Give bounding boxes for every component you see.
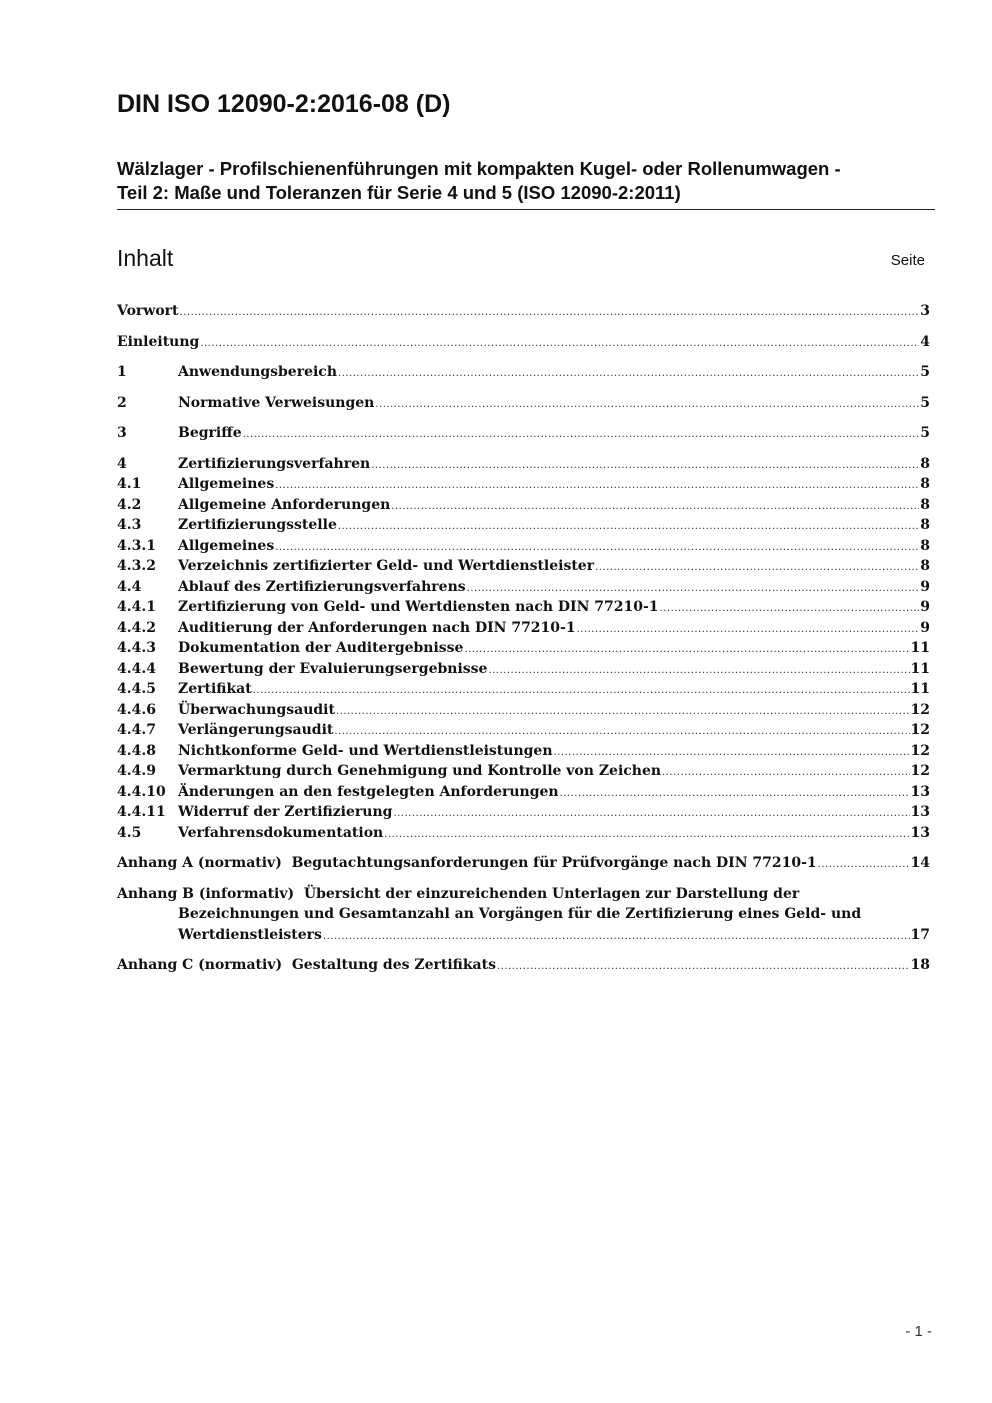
subtitle-line-2: Teil 2: Maße und Toleranzen für Serie 4 und 5 (ISO 12090-2:2011): [117, 182, 681, 203]
toc-heading: Inhalt: [117, 245, 174, 271]
dot-leader: [497, 957, 910, 978]
toc-entry-label: Ablauf des Zertifizierungsverfahrens: [178, 578, 466, 595]
dot-leader: [334, 722, 909, 743]
dot-leader: [560, 784, 910, 805]
dot-leader: [323, 927, 910, 948]
toc-entry-4-4[interactable]: [117, 577, 930, 598]
toc-entry-anhang-a[interactable]: [117, 853, 930, 874]
toc-entry-page: 13: [910, 824, 930, 841]
toc-entry-number: 3: [117, 425, 127, 441]
toc-entry-number: 4.4.8: [117, 742, 156, 759]
toc-entry-number: 4: [117, 455, 127, 472]
toc-entry-number: 2: [117, 394, 127, 411]
dot-leader: [660, 599, 919, 620]
toc-entry-4-4-4[interactable]: [117, 659, 930, 680]
dot-leader: [338, 517, 919, 538]
toc-entry-page: 18: [910, 957, 930, 973]
toc-entry-number: 4.1: [117, 476, 142, 492]
toc-entry-label: Vorwort: [117, 303, 179, 319]
toc-entry-number: 4.4.4: [117, 660, 156, 677]
table-of-contents: [117, 301, 930, 976]
toc-entry-page: 8: [920, 455, 930, 472]
toc-entry-number: 4.3: [117, 517, 142, 533]
toc-entry-label: Normative Verweisungen: [178, 394, 375, 411]
dot-leader: [275, 538, 919, 559]
toc-entry-4-4-10[interactable]: [117, 782, 930, 803]
toc-entry-page: 5: [920, 394, 930, 411]
toc-entry-label: Nichtkonforme Geld- und Wertdienstleistungen: [178, 742, 553, 759]
toc-entry-page: 8: [920, 558, 930, 574]
toc-entry-page: 14: [910, 855, 930, 871]
toc-entry-einleitung[interactable]: [117, 332, 930, 353]
dot-leader: [371, 456, 919, 477]
dot-leader: [488, 661, 909, 682]
toc-entry-4-4-6[interactable]: [117, 700, 930, 721]
dot-leader: [180, 303, 919, 324]
toc-entry-label: Zertifikat: [178, 681, 252, 697]
dot-leader: [595, 558, 919, 579]
toc-entry-page: 12: [910, 763, 930, 779]
toc-entry-4-4-2[interactable]: [117, 618, 930, 639]
toc-entry-4-4-7[interactable]: [117, 720, 930, 741]
toc-entry-anhang-c[interactable]: [117, 955, 930, 976]
toc-entry-label: Widerruf der Zertifizierung: [178, 804, 393, 820]
toc-entry-page: 11: [910, 681, 930, 697]
toc-entry-4-4-9[interactable]: [117, 761, 930, 782]
toc-entry-page: 9: [920, 599, 930, 615]
toc-entry-4-3[interactable]: [117, 515, 930, 536]
toc-entry-4-4-3[interactable]: [117, 638, 930, 659]
dot-leader: [554, 743, 910, 764]
toc-entry-label: Allgemeines: [178, 537, 275, 554]
toc-entry-4-4-8[interactable]: [117, 741, 930, 762]
toc-entry-number: 4.4.3: [117, 640, 156, 656]
dot-leader: [275, 476, 919, 497]
toc-entry-number: 4.4.9: [117, 763, 156, 779]
toc-entry-anhang-b[interactable]: [117, 884, 930, 946]
toc-entry-label: Auditierung der Anforderungen nach DIN 77210-1: [178, 619, 576, 636]
toc-entry-label: Verlängerungsaudit: [178, 722, 334, 738]
toc-entry-number: 4.2: [117, 496, 142, 513]
dot-leader: [384, 825, 909, 846]
dot-leader: [577, 620, 919, 641]
toc-entry-label: Einleitung: [117, 333, 200, 350]
toc-entry-page: 9: [920, 619, 930, 636]
toc-entry-number: 4.4.1: [117, 599, 156, 615]
toc-entry-4-3-2[interactable]: [117, 556, 930, 577]
toc-entry-4-4-1[interactable]: [117, 597, 930, 618]
toc-entry-4-5[interactable]: [117, 823, 930, 844]
toc-entry-4-2[interactable]: [117, 495, 930, 516]
toc-entry-page: 17: [910, 926, 930, 943]
toc-entry-page: 8: [920, 496, 930, 513]
toc-entry-number: 4.4.7: [117, 722, 156, 738]
toc-entry-number: 4.4.5: [117, 681, 156, 697]
toc-entry-label: Zertifizierungsverfahren: [178, 455, 371, 472]
toc-entry-label: Zertifizierungsstelle: [178, 517, 337, 533]
toc-entry-vorwort[interactable]: [117, 301, 930, 322]
page-number: - 1 -: [905, 1323, 932, 1340]
dot-leader: [467, 579, 919, 600]
dot-leader: [464, 640, 909, 661]
toc-entry-label: Allgemeines: [178, 476, 275, 492]
toc-entry-number: 1: [117, 364, 127, 380]
dot-leader: [200, 334, 919, 355]
document-subtitle: [117, 157, 935, 210]
toc-entry-4-3-1[interactable]: [117, 536, 930, 557]
toc-entry-label: Anhang B (informativ) Übersicht der einzureichenden Unterlagen zur Darstellung der: [117, 885, 800, 902]
toc-entry-label: Vermarktung durch Genehmigung und Kontrolle von Zeichen: [178, 763, 662, 779]
toc-entry-4-1[interactable]: [117, 474, 930, 495]
toc-entry-number: 4.3.1: [117, 537, 156, 554]
dot-leader: [336, 702, 910, 723]
toc-entry-page: 12: [910, 742, 930, 759]
toc-entry-number: 4.4.10: [117, 783, 166, 800]
toc-entry-label: Zertifizierung von Geld- und Wertdiensten nach DIN 77210-1: [178, 599, 659, 615]
toc-page-column-label: Seite: [890, 252, 925, 269]
toc-entry-number: 4.5: [117, 824, 142, 841]
dot-leader: [818, 855, 910, 876]
toc-entry-label: Anwendungsbereich: [178, 364, 337, 380]
dot-leader: [391, 497, 919, 518]
toc-entry-page: 12: [910, 701, 930, 718]
toc-entry-label: Anhang A (normativ) Begutachtungsanforderungen für Prüfvorgänge nach DIN 77210-1: [117, 855, 817, 871]
toc-entry-page: 8: [920, 476, 930, 492]
toc-entry-page: 5: [920, 364, 930, 380]
toc-entry-label: Überwachungsaudit: [178, 701, 335, 718]
dot-leader: [338, 364, 919, 385]
toc-entry-number: 4.4.2: [117, 619, 156, 636]
toc-entry-number: 4.4.11: [117, 804, 166, 820]
toc-entry-4-4-5[interactable]: [117, 679, 930, 700]
dot-leader: [393, 804, 909, 825]
toc-entry-page: 13: [910, 783, 930, 800]
toc-entry-4-4-11[interactable]: [117, 802, 930, 823]
subtitle-line-1: Wälzlager - Profilschienenführungen mit kompakten Kugel- oder Rollenumwagen -: [117, 158, 841, 179]
dot-leader: [662, 763, 909, 784]
toc-entry-page: 5: [920, 425, 930, 441]
toc-entry-number: 4.4: [117, 578, 142, 595]
toc-entry-page: 12: [910, 722, 930, 738]
toc-entry-label: Verfahrensdokumentation: [178, 824, 384, 841]
toc-entry-label: Allgemeine Anforderungen: [178, 496, 391, 513]
toc-entry-label: Bewertung der Evaluierungsergebnisse: [178, 660, 488, 677]
toc-entry-1[interactable]: [117, 362, 930, 383]
toc-entry-label-line-3: Wertdienstleisters: [178, 926, 322, 943]
document-title: DIN ISO 12090-2:2016-08 (D): [117, 90, 451, 118]
toc-entry-page: 13: [910, 804, 930, 820]
toc-entry-2[interactable]: [117, 393, 930, 414]
toc-entry-page: 4: [920, 333, 930, 350]
dot-leader: [375, 395, 919, 416]
toc-entry-3[interactable]: [117, 423, 930, 444]
toc-entry-label-line-2: Bezeichnungen und Gesamtanzahl an Vorgängen für die Zertifizierung eines Geld- und: [178, 906, 862, 922]
dot-leader: [243, 425, 919, 446]
toc-entry-page: 3: [920, 303, 930, 319]
toc-entry-page: 9: [920, 578, 930, 595]
toc-entry-number: 4.4.6: [117, 701, 156, 718]
toc-entry-page: 11: [910, 660, 930, 677]
toc-entry-label: Begriffe: [178, 425, 242, 441]
toc-entry-label: Dokumentation der Auditergebnisse: [178, 640, 464, 656]
dot-leader: [253, 681, 910, 702]
toc-entry-page: 8: [920, 537, 930, 554]
toc-entry-page: 8: [920, 517, 930, 533]
toc-entry-number: 4.3.2: [117, 558, 156, 574]
toc-entry-4[interactable]: [117, 454, 930, 475]
toc-entry-label: Änderungen an den festgelegten Anforderungen: [178, 783, 559, 800]
toc-entry-label: Anhang C (normativ) Gestaltung des Zertifikats: [117, 957, 496, 973]
toc-entry-page: 11: [910, 640, 930, 656]
toc-entry-label: Verzeichnis zertifizierter Geld- und Wertdienstleister: [178, 558, 595, 574]
